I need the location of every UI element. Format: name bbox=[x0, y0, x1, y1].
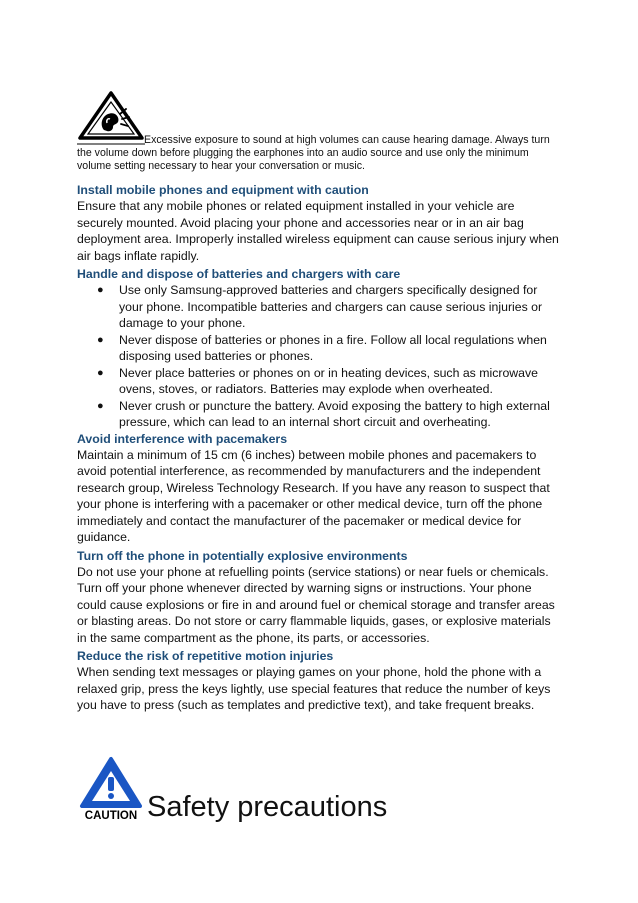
list-item: ● Use only Samsung-approved batteries and chargers specifically designed for your phone. Incompatible batteries and chargers can cause serious injuries or damage to your phone. bbox=[77, 282, 563, 332]
caution-header bbox=[77, 756, 497, 826]
section-heading: Avoid interference with pacemakers bbox=[77, 431, 288, 446]
section-pacemakers bbox=[77, 431, 563, 546]
battery-bullet-list bbox=[77, 282, 563, 431]
section-motion bbox=[77, 648, 563, 714]
section-install bbox=[77, 182, 563, 264]
safety-content bbox=[77, 182, 563, 716]
section-heading: Turn off the phone in potentially explosive environments bbox=[77, 548, 408, 563]
section-batteries bbox=[77, 266, 563, 431]
hearing-damage-warning-icon bbox=[77, 90, 145, 146]
section-explosive bbox=[77, 548, 563, 647]
list-item: ● Never crush or puncture the battery. Avoid exposing the battery to high external pressure, which can lead to an internal short circuit and overheating. bbox=[77, 398, 563, 431]
list-item: ● Never dispose of batteries or phones in a fire. Follow all local regulations when disposing used batteries or phones. bbox=[77, 332, 563, 365]
hearing-warning-text: Excessive exposure to sound at high volumes can cause hearing damage. Always turn the volume down before plugging the earphones into an audio source and use only the minimum volume setting necessary to hear your conversation or music. bbox=[77, 134, 550, 172]
caution-icon bbox=[77, 756, 145, 824]
caution-icon-label: CAUTION bbox=[84, 810, 138, 822]
section-body: When sending text messages or playing games on your phone, hold the phone with a relaxed grip, press the keys lightly, use special features that reduce the number of keys you have to press (such as templates and predictive text), and take frequent breaks. bbox=[77, 665, 551, 712]
hearing-warning bbox=[77, 90, 563, 173]
list-item: ● Never place batteries or phones on or in heating devices, such as microwave ovens, stoves, or radiators. Batteries may explode when overheated. bbox=[77, 365, 563, 398]
section-body: Ensure that any mobile phones or related equipment installed in your vehicle are securely mounted. Avoid placing your phone and accessories near or in an air bag deployment area. Improperly installed wireless equipment can cause serious injury when air bags inflate rapidly. bbox=[77, 199, 559, 263]
section-heading: Reduce the risk of repetitive motion injuries bbox=[77, 649, 334, 663]
section-heading: Install mobile phones and equipment with caution bbox=[77, 183, 369, 197]
section-body: Maintain a minimum of 15 cm (6 inches) between mobile phones and pacemakers to avoid potential interference, as recommended by manufacturers and the independent research group, Wireless Technology Research. If you have any reason to suspect that your phone is interfering with a pacemaker or other medical device, turn off the phone immediately and contact the manufacturer of the pacemaker or medical device for guidance. bbox=[77, 447, 550, 544]
page-title: Safety precautions bbox=[147, 791, 388, 823]
section-body: Do not use your phone at refuelling points (service stations) or near fuels or chemicals. Turn off your phone whenever directed by warning signs or instructions. Your phone could cause explosions or fire in and around fuel or chemical storage and transfer areas or blasting areas. Do not store or carry flammable liquids, gases, or explosive materials in the same compartment as the phone, its parts, or accessories. bbox=[77, 564, 555, 645]
section-heading: Handle and dispose of batteries and chargers with care bbox=[77, 267, 401, 281]
